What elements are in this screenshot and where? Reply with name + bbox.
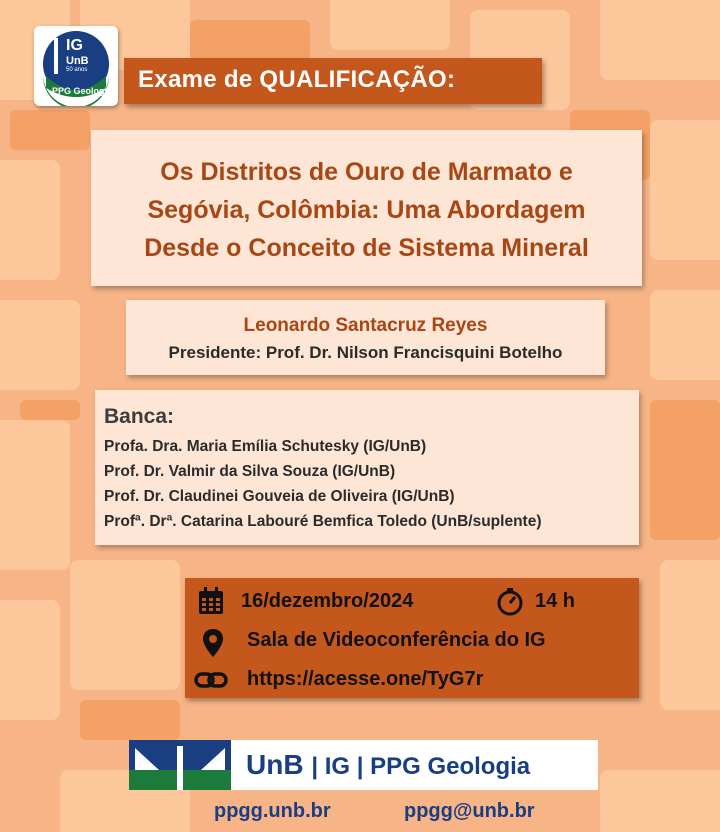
footer-brand-text [246, 749, 530, 781]
banca-heading: Banca: [104, 405, 175, 428]
banca-member: Profa. Dra. Maria Emília Schutesky (IG/UnB) [104, 438, 427, 455]
ig-unb-logo [34, 26, 118, 106]
event-time: 14 h [535, 590, 576, 612]
link-icon [194, 671, 228, 689]
calendar-icon [198, 587, 224, 615]
footer-subtitle: | IG | PPG Geologia [311, 753, 531, 780]
thesis-title-line: Os Distritos de Ouro de Marmato e [160, 158, 573, 186]
unb-emblem [129, 740, 231, 790]
banca-member: Prof. Dr. Valmir da Silva Souza (IG/UnB) [104, 463, 396, 480]
map-pin-icon [202, 628, 224, 658]
thesis-title-panel [91, 130, 642, 286]
banca-panel [95, 390, 639, 545]
footer-website-link[interactable]: ppgg.unb.br [214, 800, 331, 822]
event-date: 16/dezembro/2024 [241, 590, 414, 612]
president-line: Presidente: Prof. Dr. Nilson Francisquini Botelho [168, 343, 563, 362]
thesis-title-line: Segóvia, Colômbia: Uma Abordagem [147, 196, 586, 224]
thesis-title-line: Desde o Conceito de Sistema Mineral [144, 234, 589, 262]
footer-brand-bar [129, 740, 598, 790]
footer-brand: UnB [246, 749, 304, 780]
event-location: Sala de Videoconferência do IG [247, 629, 546, 651]
candidate-name: Leonardo Santacruz Reyes [243, 315, 488, 336]
logo-anniv-text: 50 anos [66, 67, 88, 73]
candidate-panel [126, 300, 605, 375]
header-banner [124, 58, 542, 104]
event-info-panel [185, 578, 639, 698]
event-link[interactable]: https://acesse.one/TyG7r [247, 668, 484, 690]
logo-top-text: IG [66, 37, 83, 54]
clock-icon [495, 587, 525, 617]
header-title: Exame de QUALIFICAÇÃO: [138, 66, 456, 93]
banca-member: Prof. Dr. Claudinei Gouveia de Oliveira (IG/UnB) [104, 488, 455, 505]
footer-email-link[interactable]: ppgg@unb.br [404, 800, 535, 822]
logo-mid-text: UnB [66, 55, 89, 67]
banca-member: Profª. Drª. Catarina Labouré Bemfica Toledo (UnB/suplente) [104, 513, 542, 530]
logo-bottom-text: PPG Geologia [52, 86, 113, 96]
